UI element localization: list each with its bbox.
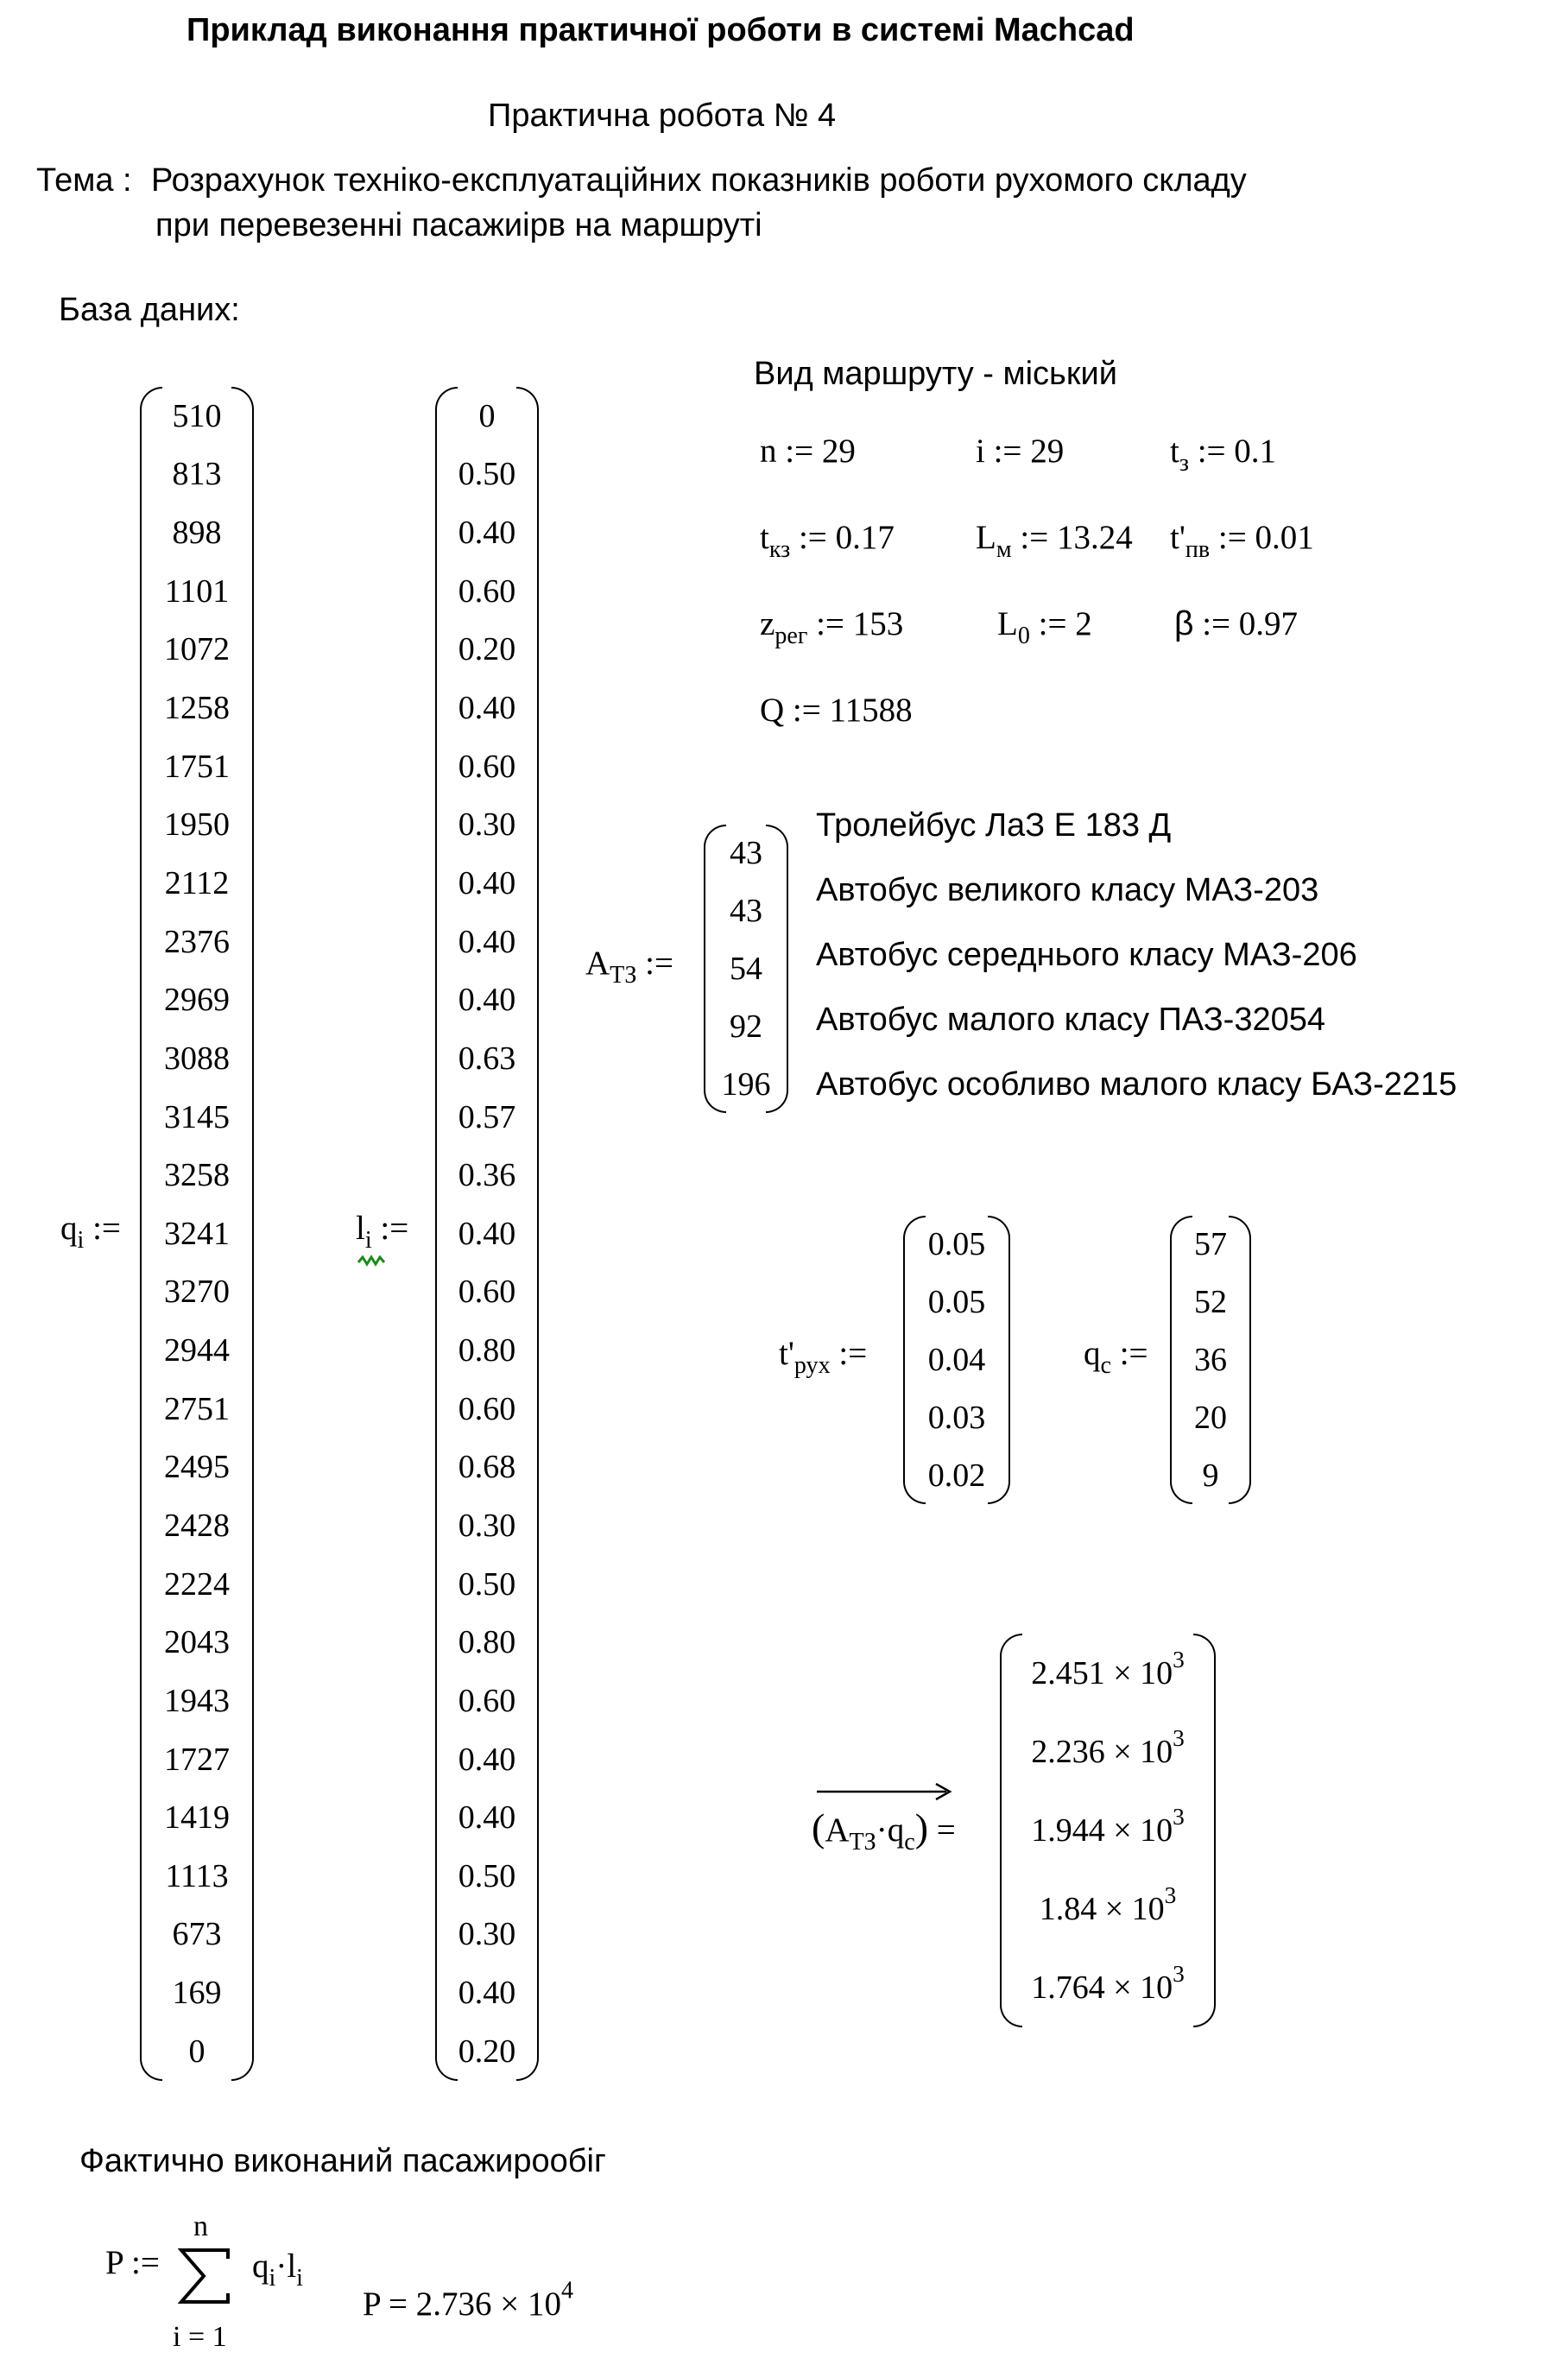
l-value: 0.40 xyxy=(458,1741,516,1778)
param-symbol: i xyxy=(976,433,985,470)
q-value: 1113 xyxy=(165,1857,229,1894)
q-value: 2495 xyxy=(164,1449,230,1486)
param-assign: := xyxy=(790,519,836,556)
q-values xyxy=(140,387,254,2081)
l-value: 0.40 xyxy=(458,1799,516,1837)
param-definition xyxy=(760,518,895,563)
vehicle-description: Автобус малого класу ПАЗ-32054 xyxy=(816,1002,1326,1038)
param-symbol: L xyxy=(997,605,1018,642)
param-definition xyxy=(1174,604,1298,643)
l-value: 0.60 xyxy=(458,1390,516,1427)
truh-matrix xyxy=(903,1216,1010,1504)
truh-label xyxy=(779,1334,868,1379)
qc-values xyxy=(1170,1216,1251,1504)
l-value: 0.36 xyxy=(458,1157,516,1194)
truh-label-symbol: t' xyxy=(779,1335,794,1372)
result-mantissa: 1.944 × 10 xyxy=(1031,1811,1173,1849)
l-value: 0.50 xyxy=(458,1565,516,1603)
q-value: 898 xyxy=(172,515,222,552)
sum-body-l-sub: i xyxy=(296,2264,303,2292)
q-value: 3145 xyxy=(164,1098,230,1135)
l-value: 0 xyxy=(478,397,496,434)
param-value: 0.97 xyxy=(1238,605,1299,642)
param-value: 0.1 xyxy=(1234,433,1277,470)
l-value: 0.40 xyxy=(458,923,516,960)
q-value: 0 xyxy=(188,2033,205,2070)
l-value: 0.50 xyxy=(458,1857,516,1894)
qc-label xyxy=(1084,1334,1148,1379)
q-value: 673 xyxy=(172,1916,222,1953)
vehicle-description: Автобус великого класу МАЗ-203 xyxy=(816,872,1319,908)
result-mantissa: 2.451 × 10 xyxy=(1031,1654,1173,1691)
work-number: Практична робота № 4 xyxy=(488,98,837,134)
param-value: 0.01 xyxy=(1255,519,1314,556)
param-definition xyxy=(760,604,904,649)
atz-label-assign: := xyxy=(636,945,673,982)
param-assign: := xyxy=(807,605,853,642)
result-exponent: 3 xyxy=(1173,1961,1185,1988)
truh-label-assign: := xyxy=(830,1335,868,1372)
param-definition xyxy=(1170,432,1277,477)
l-label-assign: := xyxy=(371,1210,409,1247)
param-symbol: Q xyxy=(760,692,785,729)
vehicle-description: Автобус середнього класу МАЗ-206 xyxy=(816,937,1357,973)
atz-label-symbol: A xyxy=(585,945,610,982)
l-value: 0.40 xyxy=(458,515,516,552)
l-value: 0.40 xyxy=(458,982,516,1019)
param-definition xyxy=(976,432,1064,471)
vec-a-sub: ТЗ xyxy=(849,1828,876,1856)
q-value: 3258 xyxy=(164,1157,230,1194)
q-value: 1727 xyxy=(164,1741,230,1778)
topic-line-1: Розрахунок техніко-експлуатаційних показників роботи рухомого складу xyxy=(151,162,1247,199)
l-label-symbol: l xyxy=(356,1210,365,1247)
sum-result-exponent: 4 xyxy=(560,2277,574,2305)
q-value: 813 xyxy=(172,456,222,493)
paren-close: ) xyxy=(914,1805,929,1849)
topic-prefix: Тема : xyxy=(36,162,132,199)
param-symbol: t xyxy=(1170,433,1179,470)
database-heading: База даних: xyxy=(59,292,240,328)
q-value: 1943 xyxy=(164,1682,230,1719)
q-value: 1419 xyxy=(164,1799,230,1837)
q-value: 1101 xyxy=(164,572,230,610)
param-assign: := xyxy=(784,692,830,729)
q-value: 1950 xyxy=(164,806,230,844)
param-definition xyxy=(1170,518,1314,563)
param-symbol: z xyxy=(760,605,775,642)
l-value: 0.57 xyxy=(458,1098,516,1135)
sum-lhs: P := xyxy=(105,2244,160,2281)
l-value: 0.60 xyxy=(458,748,516,785)
vector-expression xyxy=(812,1805,956,1856)
result-exponent: 3 xyxy=(1173,1724,1185,1751)
l-label xyxy=(356,1209,409,1254)
l-value: 0.68 xyxy=(458,1449,516,1486)
q-value: 1751 xyxy=(164,748,230,785)
param-subscript: рег xyxy=(775,622,808,649)
vectorize-arrow-icon xyxy=(815,1779,955,1805)
sum-result xyxy=(363,2277,574,2324)
atz-value: 196 xyxy=(721,1065,771,1103)
q-value: 169 xyxy=(172,1975,222,2012)
result-mantissa: 1.84 × 10 xyxy=(1039,1891,1165,1928)
route-type: Вид маршруту - міський xyxy=(754,356,1117,392)
qc-matrix xyxy=(1170,1216,1251,1504)
qc-label-assign: := xyxy=(1110,1335,1148,1372)
param-value: 11588 xyxy=(829,692,913,729)
q-matrix xyxy=(140,387,254,2081)
passenger-turnover-heading: Фактично виконаний пасажирообіг xyxy=(79,2143,606,2179)
param-symbol: t xyxy=(760,519,769,556)
paren-open: ( xyxy=(812,1805,825,1849)
q-value: 2224 xyxy=(164,1565,230,1603)
vehicle-description: Автобус особливо малого класу БАЗ-2215 xyxy=(816,1066,1457,1103)
l-value: 0.30 xyxy=(458,806,516,844)
q-value: 2112 xyxy=(164,864,230,901)
q-label xyxy=(60,1209,121,1254)
sum-dot: · xyxy=(275,2248,288,2285)
sum-body-l: l xyxy=(287,2248,297,2285)
l-value: 0.60 xyxy=(458,1682,516,1719)
l-value: 0.20 xyxy=(458,2033,516,2070)
q-value: 2428 xyxy=(164,1507,230,1544)
result-value xyxy=(1031,1803,1185,1849)
q-label-assign: := xyxy=(84,1210,121,1247)
param-subscript: 0 xyxy=(1017,622,1030,649)
param-definition xyxy=(976,518,1133,563)
page-title: Приклад виконання практичної роботи в системі Machcad xyxy=(187,12,1135,48)
q-value: 1072 xyxy=(164,631,230,668)
result-matrix xyxy=(1000,1634,1216,2027)
q-value: 3270 xyxy=(164,1274,230,1311)
vec-a: A xyxy=(825,1811,850,1849)
sum-body xyxy=(252,2247,303,2292)
param-assign: := xyxy=(984,433,1031,470)
result-mantissa: 1.764 × 10 xyxy=(1031,1970,1173,2007)
q-value: 2944 xyxy=(164,1332,230,1369)
param-value: 29 xyxy=(1030,433,1065,470)
l-value: 0.80 xyxy=(458,1624,516,1661)
spellcheck-squiggle-icon xyxy=(357,1254,388,1268)
l-value: 0.60 xyxy=(458,1274,516,1311)
dot-operator: · xyxy=(876,1811,888,1849)
result-exponent: 3 xyxy=(1164,1882,1177,1909)
param-subscript: м xyxy=(996,535,1012,563)
param-assign: := xyxy=(1210,519,1255,556)
param-symbol: t' xyxy=(1170,519,1185,556)
truh-value: 0.04 xyxy=(927,1341,986,1378)
result-value xyxy=(1031,1724,1185,1770)
result-value xyxy=(1031,1961,1185,2007)
q-value: 3088 xyxy=(164,1040,230,1077)
atz-label xyxy=(585,944,673,989)
atz-label-sub: ТЗ xyxy=(610,961,637,989)
l-value: 0.40 xyxy=(458,864,516,901)
q-label-sub: i xyxy=(77,1226,85,1254)
qc-value: 9 xyxy=(1202,1457,1219,1494)
l-value: 0.60 xyxy=(458,572,516,610)
q-value: 3241 xyxy=(164,1215,230,1252)
l-value: 0.80 xyxy=(458,1332,516,1369)
truh-value: 0.02 xyxy=(927,1457,986,1494)
l-label-sub: i xyxy=(364,1226,372,1254)
result-values xyxy=(1000,1634,1216,2027)
param-subscript: з xyxy=(1179,449,1189,477)
param-value: 2 xyxy=(1075,605,1092,642)
topic-line-2: при перевезенні пасажиірв на маршруті xyxy=(155,207,762,243)
param-assign: := xyxy=(1193,605,1239,642)
param-symbol: L xyxy=(976,519,996,556)
sum-result-mantissa: P = 2.736 × 10 xyxy=(363,2286,561,2323)
l-value: 0.20 xyxy=(458,631,516,668)
param-value: 0.17 xyxy=(835,519,895,556)
param-symbol: β xyxy=(1174,605,1194,642)
param-subscript: кз xyxy=(768,535,791,563)
l-value: 0.50 xyxy=(458,456,516,493)
atz-matrix xyxy=(704,825,788,1113)
truh-values xyxy=(903,1216,1010,1504)
l-values xyxy=(435,387,539,2081)
sum-upper-limit: n xyxy=(193,2210,208,2242)
l-value: 0.40 xyxy=(458,1215,516,1252)
q-value: 1258 xyxy=(164,690,230,727)
vehicle-description: Тролейбус ЛаЗ Е 183 Д xyxy=(816,807,1172,844)
l-value: 0.63 xyxy=(458,1040,516,1077)
param-value: 153 xyxy=(852,605,904,642)
vec-b-sub: c xyxy=(904,1828,915,1856)
qc-value: 36 xyxy=(1194,1341,1227,1378)
param-assign: := xyxy=(1188,433,1235,470)
atz-value: 43 xyxy=(730,893,762,930)
result-value xyxy=(1039,1882,1177,1928)
sum-body-q-sub: i xyxy=(269,2264,276,2292)
param-symbol: n xyxy=(760,433,777,470)
param-value: 13.24 xyxy=(1056,519,1133,556)
sum-lower-limit: i = 1 xyxy=(173,2321,227,2353)
l-value: 0.40 xyxy=(458,690,516,727)
param-value: 29 xyxy=(821,433,856,470)
vec-b: q xyxy=(887,1811,905,1849)
param-assign: := xyxy=(776,433,822,470)
result-exponent: 3 xyxy=(1173,1646,1185,1672)
result-exponent: 3 xyxy=(1173,1803,1185,1830)
l-value: 0.40 xyxy=(458,1975,516,2012)
atz-value: 54 xyxy=(730,950,762,987)
l-value: 0.30 xyxy=(458,1507,516,1544)
qc-label-symbol: q xyxy=(1084,1335,1101,1372)
param-assign: := xyxy=(1029,605,1076,642)
param-definition xyxy=(997,604,1092,649)
q-value: 510 xyxy=(172,397,222,434)
sigma-icon xyxy=(178,2248,231,2304)
param-definition xyxy=(760,432,856,471)
truh-label-sub: рух xyxy=(793,1351,831,1379)
atz-values xyxy=(704,825,788,1113)
q-value: 2043 xyxy=(164,1624,230,1661)
atz-value: 43 xyxy=(730,835,762,872)
sum-body-q: q xyxy=(252,2248,269,2285)
result-mantissa: 2.236 × 10 xyxy=(1031,1733,1173,1770)
q-value: 2376 xyxy=(164,923,230,960)
param-assign: := xyxy=(1011,519,1057,556)
atz-value: 92 xyxy=(730,1008,762,1045)
qc-value: 57 xyxy=(1194,1226,1227,1263)
qc-label-sub: c xyxy=(1100,1351,1111,1379)
truh-value: 0.03 xyxy=(927,1399,986,1436)
q-label-symbol: q xyxy=(60,1210,78,1247)
l-matrix xyxy=(435,387,539,2081)
q-value: 2969 xyxy=(164,982,230,1019)
qc-value: 20 xyxy=(1194,1399,1227,1436)
result-value xyxy=(1031,1646,1185,1691)
truh-value: 0.05 xyxy=(927,1284,986,1321)
qc-value: 52 xyxy=(1194,1284,1227,1321)
param-subscript: пв xyxy=(1185,535,1211,563)
vec-eq: = xyxy=(928,1811,956,1849)
l-value: 0.30 xyxy=(458,1916,516,1953)
param-definition xyxy=(760,691,913,730)
truh-value: 0.05 xyxy=(927,1226,986,1263)
q-value: 2751 xyxy=(164,1390,230,1427)
